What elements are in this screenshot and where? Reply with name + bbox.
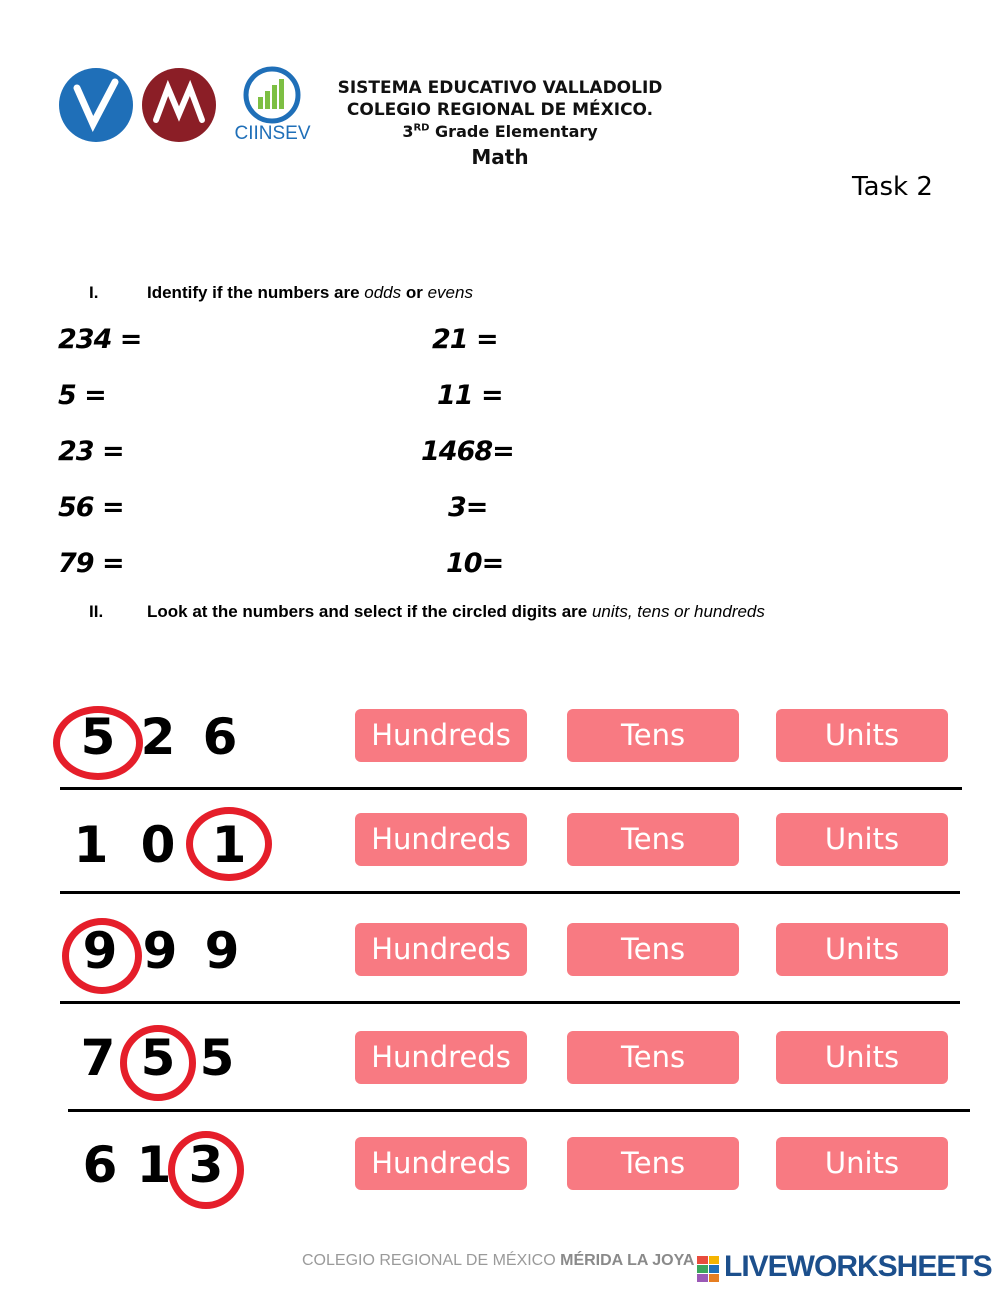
digit: 2 [140, 708, 176, 766]
hundreds-button[interactable]: Hundreds [355, 923, 527, 976]
grade-number: 3 [402, 122, 414, 141]
digit: 1 [73, 816, 109, 874]
digit: 5 [80, 708, 116, 766]
footer-text [302, 1252, 694, 1270]
tens-button[interactable]: Tens [567, 923, 739, 976]
tens-button[interactable]: Tens [567, 1137, 739, 1190]
units-button[interactable]: Units [776, 923, 948, 976]
units-button[interactable]: Units [776, 1137, 948, 1190]
subject-title: Math [471, 145, 529, 169]
section-2-number: II. [89, 602, 104, 621]
digit: 6 [202, 708, 238, 766]
task-label: Task 2 [852, 172, 933, 202]
footer-campus: MÉRIDA LA JOYA [560, 1252, 695, 1269]
tens-button[interactable]: Tens [567, 1031, 739, 1084]
divider-line [60, 1001, 960, 1004]
ciinsev-text: CIINSEV [234, 123, 311, 144]
equation-left-1: 234 = [58, 324, 142, 355]
equation-right-3: 1468= [421, 436, 514, 467]
equation-right-2: 11 = [437, 380, 503, 411]
header-line-1: SISTEMA EDUCATIVO VALLADOLID [337, 78, 663, 98]
equation-left-4: 56 = [58, 492, 124, 523]
units-button[interactable]: Units [776, 709, 948, 762]
odds-word: odds [364, 283, 402, 302]
tens-button[interactable]: Tens [567, 709, 739, 762]
divider-line [68, 1109, 970, 1112]
digit: 1 [136, 1136, 172, 1194]
liveworksheets-brand[interactable]: LIVEWORKSHEETS [724, 1250, 992, 1283]
divider-line [60, 891, 960, 894]
divider-line [60, 787, 962, 790]
digit: 1 [211, 816, 247, 874]
valladolid-logo [59, 68, 133, 142]
section-2-choices: units, tens or hundreds [591, 602, 765, 621]
digit: 9 [82, 922, 118, 980]
hundreds-button[interactable]: Hundreds [355, 1031, 527, 1084]
liveworksheets-icon [697, 1256, 719, 1282]
digit: 0 [140, 816, 176, 874]
hundreds-button[interactable]: Hundreds [355, 709, 527, 762]
or-word: or [401, 283, 428, 302]
section-1-number: I. [89, 283, 99, 302]
digit: 5 [140, 1029, 176, 1087]
equation-left-2: 5 = [58, 380, 106, 411]
header-grade [300, 122, 700, 141]
header-line-2: COLEGIO REGIONAL DE MÉXICO. [346, 100, 654, 120]
colegio-logo [142, 68, 216, 142]
digit: 9 [204, 922, 240, 980]
digit: 7 [80, 1029, 116, 1087]
equation-left-5: 79 = [58, 548, 124, 579]
section-1-instruction: Identify if the numbers are [147, 283, 365, 302]
hundreds-button[interactable]: Hundreds [355, 1137, 527, 1190]
grade-superscript: RD [413, 122, 430, 134]
tens-button[interactable]: Tens [567, 813, 739, 866]
equation-right-5: 10= [446, 548, 504, 579]
units-button[interactable]: Units [776, 813, 948, 866]
digit: 9 [142, 922, 178, 980]
grade-text: Grade Elementary [429, 122, 598, 141]
digit: 5 [199, 1029, 235, 1087]
equation-right-4: 3= [448, 492, 488, 523]
hundreds-button[interactable]: Hundreds [355, 813, 527, 866]
digit: 3 [188, 1136, 224, 1194]
footer-school: COLEGIO REGIONAL DE MÉXICO [302, 1252, 561, 1269]
equation-right-1: 21 = [432, 324, 498, 355]
equation-left-3: 23 = [58, 436, 124, 467]
evens-word: evens [427, 283, 473, 302]
digit: 6 [82, 1136, 118, 1194]
section-2-instruction: Look at the numbers and select if the circled digits are [147, 602, 592, 621]
units-button[interactable]: Units [776, 1031, 948, 1084]
